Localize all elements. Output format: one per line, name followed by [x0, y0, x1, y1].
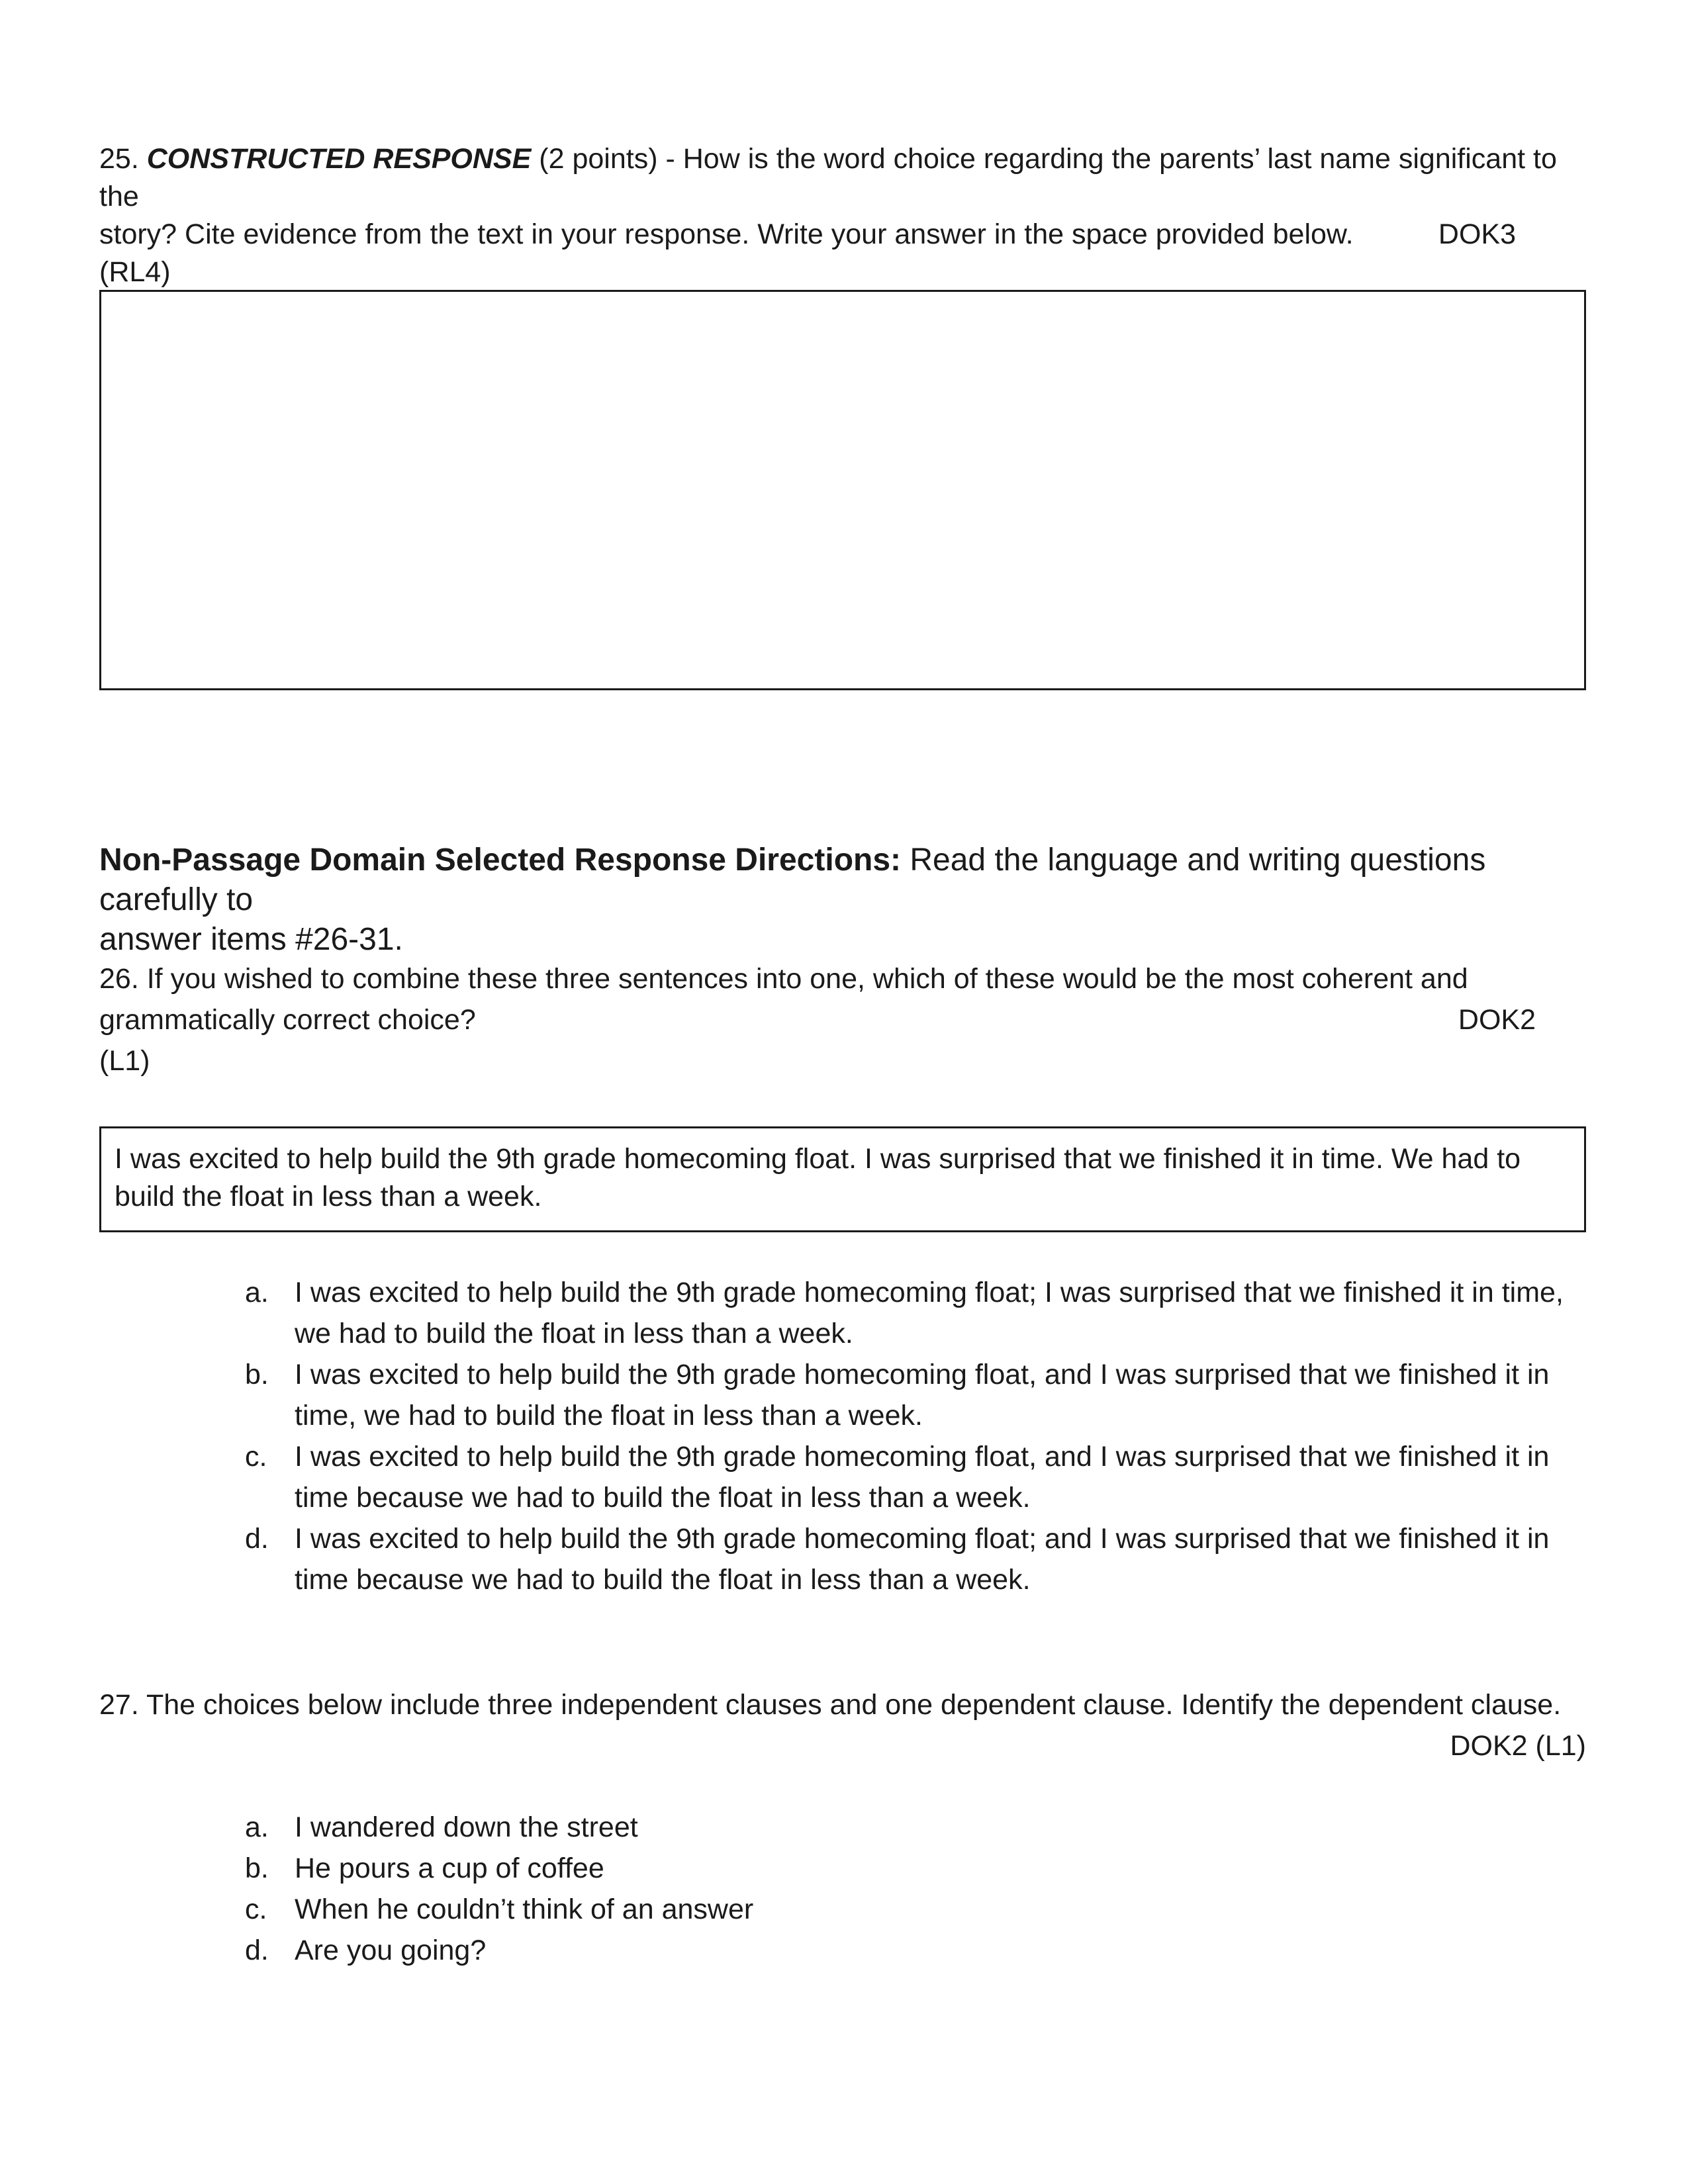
choice-text-line-2: time because we had to build the float in less than a week.	[295, 1564, 1031, 1596]
choice-text-line-2: time, we had to build the float in less than a week.	[295, 1400, 923, 1432]
directions-text-1: Read the language and writing questions carefully to	[99, 842, 1486, 917]
choice-letter: d.	[245, 1523, 269, 1555]
question-25-dok: DOK3	[1438, 218, 1516, 250]
choice-letter: c.	[245, 1893, 267, 1925]
question-26-choices	[245, 1272, 1569, 1600]
choice-text-line-2: time because we had to build the float in less than a week.	[295, 1482, 1031, 1514]
choice-text-line-2: we had to build the float in less than a week.	[295, 1318, 853, 1349]
choice-text: Are you going?	[295, 1934, 487, 1966]
choice-text: He pours a cup of coffee	[295, 1852, 604, 1884]
question-27-choice-c[interactable]	[245, 1889, 1569, 1930]
choice-text: When he couldn’t think of an answer	[295, 1893, 754, 1925]
question-26-standard: (L1)	[99, 1045, 150, 1077]
question-25-points: (2 points) -	[539, 143, 675, 175]
choice-letter: b.	[245, 1852, 269, 1884]
choice-text-line-1: I was excited to help build the 9th grade homecoming float; I was surprised that we finished it in time,	[295, 1277, 1564, 1308]
question-26-choice-c[interactable]	[245, 1436, 1569, 1518]
question-25-line-1	[99, 140, 1589, 216]
question-26	[99, 958, 1589, 1081]
choice-letter: a.	[245, 1277, 269, 1308]
question-26-passage-line-1: I was excited to help build the 9th grade homecoming float. I was surprised that we finished it in time. We had to	[115, 1143, 1521, 1175]
choice-text-line-1: I was excited to help build the 9th grade homecoming float; and I was surprised that we finished it in	[295, 1523, 1550, 1555]
question-25-text-1: How is the word choice regarding the parents’ last name significant to the	[99, 143, 1557, 212]
question-25-type-label: CONSTRUCTED RESPONSE	[146, 143, 532, 175]
question-26-choice-d[interactable]	[245, 1518, 1569, 1600]
question-27-text: 27. The choices below include three independent clauses and one dependent clause. Identify the dependent clause.	[99, 1689, 1562, 1721]
question-25-line-2	[99, 216, 1589, 253]
choice-letter: d.	[245, 1934, 269, 1966]
question-26-text-1: 26. If you wished to combine these three sentences into one, which of these would be the most coherent and	[99, 963, 1468, 995]
choice-letter: a.	[245, 1811, 269, 1843]
question-27-dok-standard: DOK2 (L1)	[1450, 1730, 1586, 1762]
question-27	[99, 1684, 1589, 1766]
question-26-dok: DOK2	[1458, 1004, 1536, 1036]
answer-box-25[interactable]	[99, 290, 1586, 690]
question-27-choice-b[interactable]	[245, 1848, 1569, 1889]
question-26-passage-box	[99, 1126, 1586, 1232]
choice-text-line-1: I was excited to help build the 9th grade homecoming float, and I was surprised that we finished it in	[295, 1359, 1550, 1390]
question-25-standard: (RL4)	[99, 256, 171, 288]
question-27-choice-d[interactable]	[245, 1930, 1569, 1971]
question-25-text-2: story? Cite evidence from the text in your response. Write your answer in the space provided below.	[99, 218, 1354, 250]
question-26-choice-b[interactable]	[245, 1354, 1569, 1436]
question-26-line-2	[99, 999, 1589, 1040]
directions-text-2: answer items #26-31.	[99, 922, 403, 957]
choice-letter: b.	[245, 1359, 269, 1390]
question-27-choice-a[interactable]	[245, 1807, 1569, 1848]
choice-text: I wandered down the street	[295, 1811, 638, 1843]
question-26-passage-line-2: build the float in less than a week.	[115, 1181, 542, 1212]
section-directions	[99, 841, 1589, 960]
choice-letter: c.	[245, 1441, 267, 1473]
question-27-choices	[245, 1807, 1569, 1971]
question-26-text-2: grammatically correct choice?	[99, 1004, 476, 1036]
question-26-choice-a[interactable]	[245, 1272, 1569, 1354]
question-25-number: 25.	[99, 143, 139, 175]
directions-title: Non-Passage Domain Selected Response Directions:	[99, 842, 902, 878]
question-25	[99, 140, 1589, 291]
choice-text-line-1: I was excited to help build the 9th grade homecoming float, and I was surprised that we finished it in	[295, 1441, 1550, 1473]
